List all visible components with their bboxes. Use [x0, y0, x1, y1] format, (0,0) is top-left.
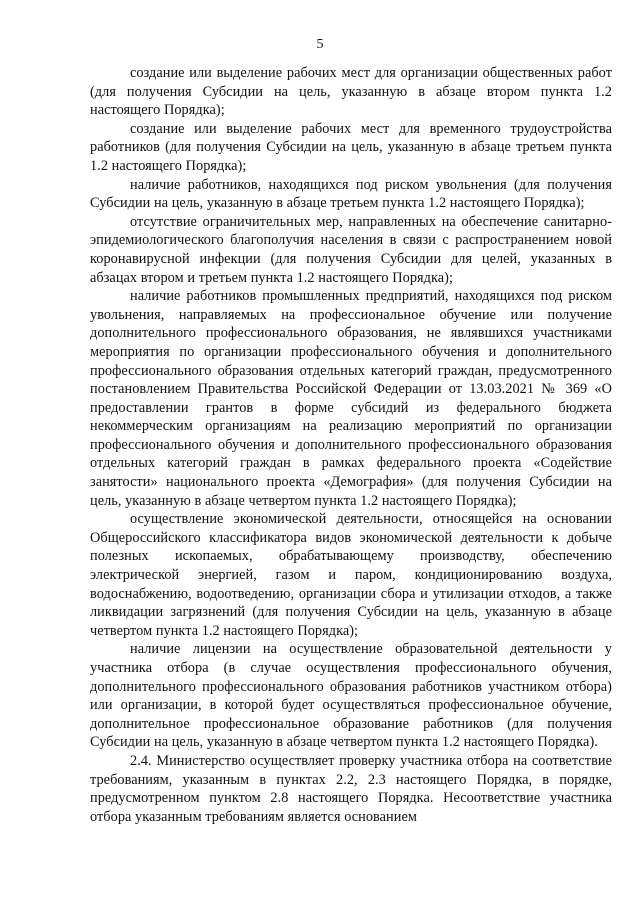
- paragraph-section-2-4: 2.4. Министерство осуществляет проверку участника отбора на соответствие требованиям, указанным в пунктах 2.2, 2.3 настоящего Порядка, в порядке, предусмотренном пунктом 2.8 настоящего Порядка. Несоответствие участника отбора указанным требованиям является основанием: [90, 752, 612, 825]
- paragraph-public-works: создание или выделение рабочих мест для организации общественных работ (для получения Субсидии на цель, указанную в абзаце втором пункта 1.2 настоящего Порядка);: [90, 65, 612, 119]
- document-body: [90, 64, 612, 826]
- paragraph-industrial-workers: наличие работников промышленных предприятий, находящихся под риском увольнения, направляемых на профессиональное обучение или получение дополнительного профессионального образования, не являвшихся участниками мероприятия по организации профессионального обучения и дополнительного профессионального образования отдельных категорий граждан, предусмотренного постановлением Правительства Российской Федерации от 13.03.2021 № 369 «О предоставлении грантов в форме субсидий из федерального бюджета некоммерческим организациям на реализацию мероприятий по организации профессионального обучения и дополнительного профессионального образования отдельных категорий граждан в рамках федерального проекта «Содействие занятости» национального проекта «Демография» (для получения Субсидии на цель, указанную в абзаце четвертом пункта 1.2 настоящего Порядка);: [90, 288, 612, 509]
- paragraph-dismissal-risk: наличие работников, находящихся под риском увольнения (для получения Субсидии на цель, указанную в абзаце третьем пункта 1.2 настоящего Порядка);: [90, 176, 612, 212]
- paragraph-temporary-employment: создание или выделение рабочих мест для временного трудоустройства работников (для получения Субсидии на цель, указанную в абзаце третьем пункта 1.2 настоящего Порядка);: [90, 120, 612, 174]
- paragraph-no-restrictions: отсутствие ограничительных мер, направленных на обеспечение санитарно-эпидемиологического благополучия населения в связи с распространением новой коронавирусной инфекции (для получения Субсидии для целей, указанных в абзацах втором и третьем пункта 1.2 настоящего Порядка);: [90, 213, 612, 286]
- paragraph-education-license: наличие лицензии на осуществление образовательной деятельности у участника отбора (в случае осуществления профессионального обучения, дополнительного профессионального образования работников участником отбора) или организации, в которой будет осуществляться профессиональное обучение, дополнительное профессиональное образование работников (для получения Субсидии на цель, указанную в абзаце четвертом пункта 1.2 настоящего Порядка).: [90, 641, 612, 751]
- paragraph-economic-activity: осуществление экономической деятельности, относящейся на основании Общероссийского классификатора видов экономической деятельности к добыче полезных ископаемых, обрабатывающему производству, обеспечению электрической энергией, газом и паром, кондиционированию воздуха, водоснабжению, водоотведению, организации сбора и утилизации отходов, а также ликвидации загрязнений (для получения Субсидии на цель, указанную в абзаце четвертом пункта 1.2 настоящего Порядка);: [90, 511, 612, 639]
- page-number: 5: [316, 37, 324, 52]
